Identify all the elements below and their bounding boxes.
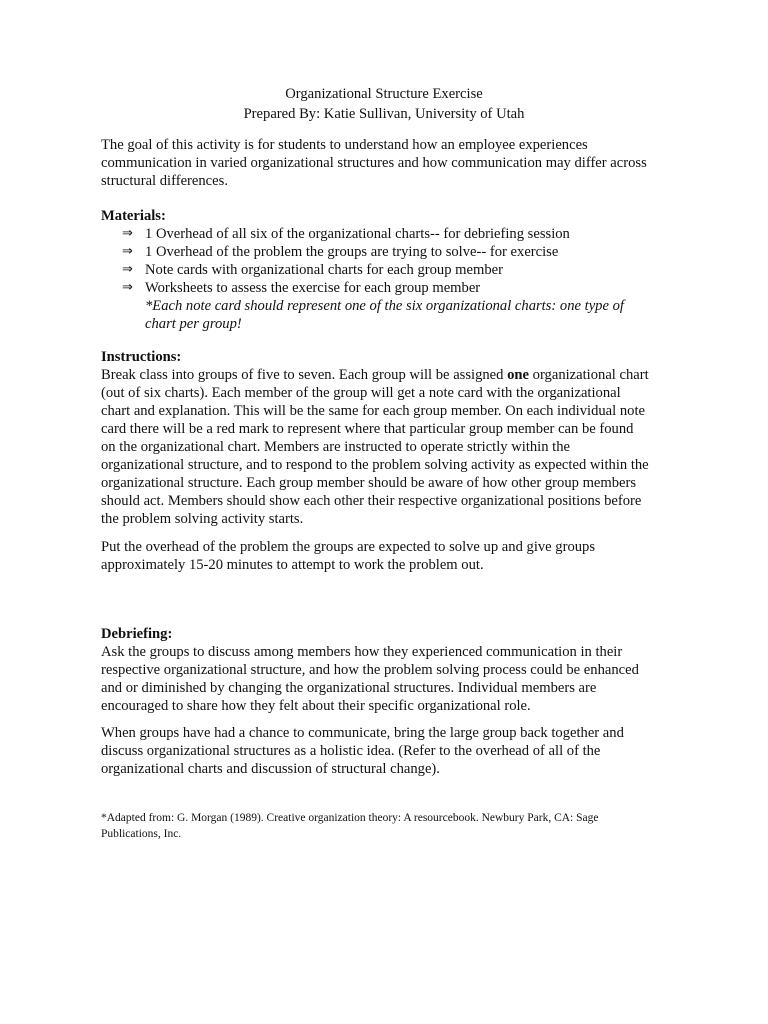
debriefing-paragraph-1: Ask the groups to discuss among members how they experienced communication in their respective organizational structure, and how the problem solving process could be enhanced and or diminished by changing the organizational structures. Individual members are encouraged to share how they felt about their specific organizational role. (101, 644, 639, 714)
instructions-paragraph-2: Put the overhead of the problem the groups are expected to solve up and give groups approximately 15-20 minutes to attempt to work the problem out. (101, 539, 596, 573)
footnote: *Adapted from: G. Morgan (1989). Creative organization theory: A resourcebook. Newbury Park, CA: Sage Publications, Inc. (101, 812, 599, 840)
materials-heading: Materials: (101, 208, 166, 224)
document-title: Organizational Structure Exercise (285, 86, 483, 102)
debriefing-heading: Debriefing: (101, 626, 173, 642)
materials-item-label: Worksheets to assess the exercise for each group member (145, 280, 481, 296)
arrow-icon: ⇒ (122, 244, 133, 259)
instructions-section (101, 348, 649, 528)
materials-item-label: 1 Overhead of all six of the organizational charts-- for debriefing session (145, 226, 570, 242)
materials-note: *Each note card should represent one of the six organizational charts: one type of chart per group! (145, 298, 624, 332)
materials-item-label: 1 Overhead of the problem the groups are trying to solve-- for exercise (145, 244, 559, 260)
document-author-line: Prepared By: Katie Sullivan, University of Utah (243, 106, 525, 122)
materials-item (101, 279, 649, 297)
arrow-icon: ⇒ (122, 226, 133, 241)
arrow-icon: ⇒ (122, 262, 133, 277)
instructions-paragraph-1 (101, 366, 649, 528)
materials-item-label: Note cards with organizational charts for each group member (145, 262, 503, 278)
instructions-text-start: Break class into groups of five to seven. Each group will be assigned (101, 367, 508, 383)
materials-list (101, 225, 649, 297)
instructions-bold-word: one (507, 367, 529, 383)
materials-item (101, 225, 649, 243)
instructions-text-end: organizational chart (out of six charts). Each member of the group will get a note card with the organizational chart and explanation. This will be the same for each group member. On each individual note card there will be a red mark to represent where that particular group member can be found on the organizational chart. Members are instructed to operate strictly within the organizational structure, and to respond to the problem solving activity as expected within the organizational structure. Each group member should be aware of how other group members should act. Members should show each other their respective organizational positions before the problem solving activity starts. (101, 367, 649, 527)
materials-item (101, 261, 649, 279)
debriefing-section (101, 625, 649, 715)
debriefing-paragraph-2: When groups have had a chance to communicate, bring the large group back together and discuss organizational structures as a holistic idea. (Refer to the overhead of all of the organizational charts and discussion of structural change). (101, 725, 624, 777)
materials-item (101, 243, 649, 261)
instructions-heading: Instructions: (101, 349, 182, 365)
arrow-icon: ⇒ (122, 280, 133, 295)
materials-section (101, 207, 649, 333)
intro-paragraph: The goal of this activity is for students to understand how an employee experiences communication in varied organizational structures and how communication may differ across structural differences. (101, 137, 647, 189)
document-title-block (0, 84, 768, 124)
